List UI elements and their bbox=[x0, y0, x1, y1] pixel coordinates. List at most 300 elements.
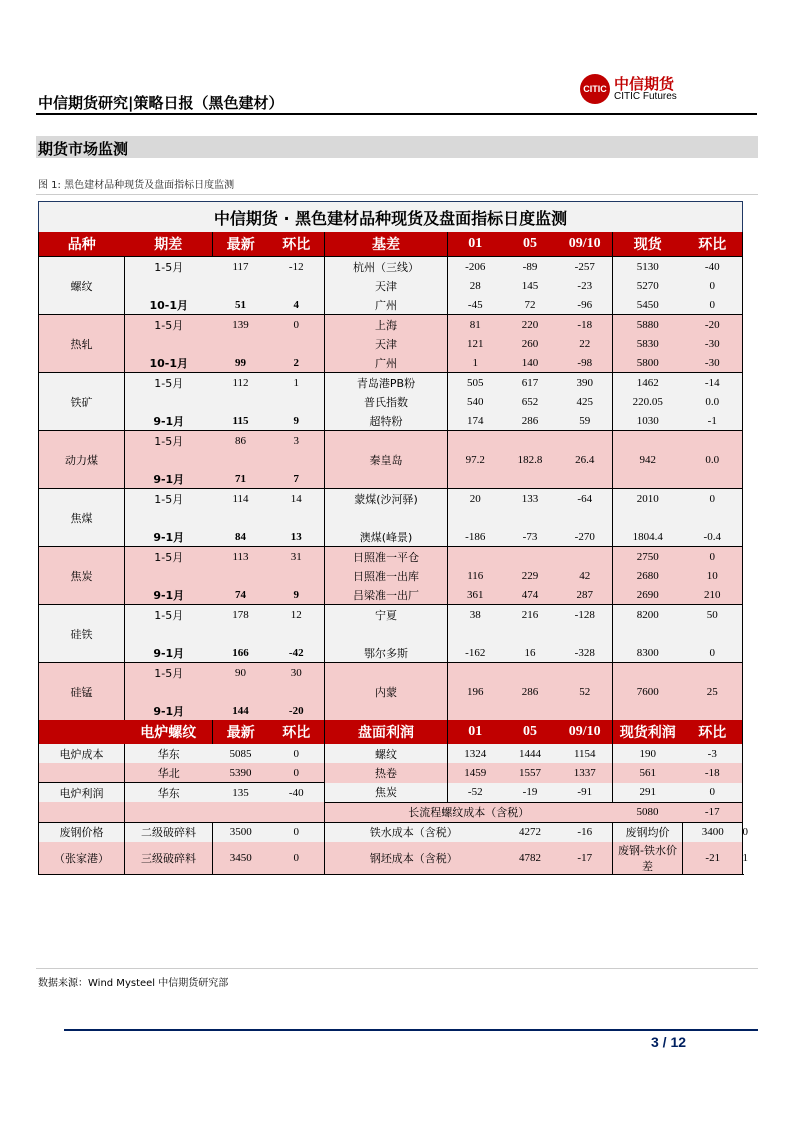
latest-value: 5390 bbox=[229, 766, 252, 779]
latest-value: 139 bbox=[213, 315, 269, 335]
table-row bbox=[39, 663, 743, 683]
spread-label: 9-1月 bbox=[153, 530, 185, 544]
basis-01: 28 bbox=[448, 276, 503, 295]
latest-value: 135 bbox=[213, 783, 269, 803]
profit-0910: 1154 bbox=[558, 744, 613, 763]
spread-label: 1-5月 bbox=[125, 489, 213, 509]
change-value: 30 bbox=[269, 663, 325, 683]
spot-price: 5800 bbox=[613, 353, 683, 373]
basis-01: 81 bbox=[448, 315, 503, 335]
spot-change: -40 bbox=[683, 257, 743, 277]
spot-profit-change: -18 bbox=[683, 763, 743, 783]
table-row: （张家港） 三级破碎料 3450 0 钢坯成本（含税） 4782 -17 废钢-铁水价差 -21 1 bbox=[39, 842, 743, 875]
spot-price: 942 bbox=[613, 431, 683, 489]
change-value bbox=[269, 392, 325, 411]
spot-price: 220.05 bbox=[613, 392, 683, 411]
profit-05: 1557 bbox=[519, 766, 541, 779]
table-row bbox=[39, 508, 743, 527]
spread-label bbox=[125, 276, 213, 295]
basis-location: 澳煤(峰景) bbox=[325, 527, 448, 547]
basis-0910 bbox=[558, 508, 613, 527]
basis-location: 日照准一平仓 bbox=[325, 547, 448, 567]
header-cell: 环比 bbox=[269, 720, 325, 744]
region: 华东 bbox=[125, 783, 213, 803]
header-cell: 01 bbox=[448, 720, 503, 744]
table-row bbox=[39, 334, 743, 353]
header-cell: 09/10 bbox=[558, 232, 613, 257]
header-cell: 环比 bbox=[683, 720, 743, 744]
change-value: 9 bbox=[269, 585, 325, 605]
spot-change: -1 bbox=[683, 411, 743, 431]
spread-label: 9-1月 bbox=[153, 646, 185, 660]
latest-value bbox=[213, 508, 269, 527]
spot-change bbox=[683, 508, 743, 527]
basis-01: 121 bbox=[448, 334, 503, 353]
basis-05: 182.8 bbox=[503, 431, 558, 489]
change-value: 12 bbox=[269, 605, 325, 625]
basis-location: 上海 bbox=[325, 315, 448, 335]
table-row bbox=[39, 295, 743, 315]
latest-value: 117 bbox=[213, 257, 269, 277]
table-row: 废钢价格 二级破碎料 3500 0 铁水成本（含税） 4272 -16 废钢均价 3400 0 bbox=[39, 822, 743, 842]
basis-location: 蒙煤(沙河驿) bbox=[325, 489, 448, 509]
change-value bbox=[269, 276, 325, 295]
basis-location: 超特粉 bbox=[325, 411, 448, 431]
product-name: 焦煤 bbox=[39, 489, 125, 547]
basis-0910: -328 bbox=[574, 646, 595, 659]
scrap-value: -21 bbox=[683, 842, 743, 875]
basis-0910: 59 bbox=[579, 414, 591, 427]
table-row bbox=[39, 566, 743, 585]
table-cell bbox=[269, 802, 325, 822]
figure-caption: 图 1: 黑色建材品种现货及盘面指标日度监测 bbox=[38, 180, 235, 191]
spread-label: 9-1月 bbox=[153, 472, 185, 486]
spread-label bbox=[125, 682, 213, 701]
basis-0910: -257 bbox=[558, 257, 613, 277]
header-cell: 盘面利润 bbox=[325, 720, 448, 744]
spread-label: 1-5月 bbox=[125, 373, 213, 393]
basis-01: 174 bbox=[448, 411, 503, 431]
latest-value: 144 bbox=[232, 704, 249, 717]
latest-value bbox=[213, 682, 269, 701]
spot-change: 0 bbox=[683, 489, 743, 509]
basis-0910: -270 bbox=[574, 530, 595, 543]
basis-05: -89 bbox=[503, 257, 558, 277]
spread-label: 9-1月 bbox=[153, 704, 185, 718]
citic-logo bbox=[580, 74, 677, 104]
cost-change: -16 bbox=[558, 822, 613, 842]
table-row bbox=[39, 276, 743, 295]
product-name: 硅锰 bbox=[39, 663, 125, 721]
spot-change: 210 bbox=[683, 585, 743, 605]
header-divider bbox=[36, 113, 757, 115]
spot-price: 2010 bbox=[613, 489, 683, 509]
cost-value: 4782 bbox=[503, 842, 558, 875]
latest-value bbox=[213, 566, 269, 585]
basis-location: 内蒙 bbox=[325, 663, 448, 721]
latest-value: 3450 bbox=[213, 842, 269, 875]
table-row bbox=[39, 489, 743, 509]
spot-profit: 190 bbox=[639, 747, 656, 760]
basis-01: 116 bbox=[448, 566, 503, 585]
spot-change: 0 bbox=[683, 295, 743, 315]
latest-value: 51 bbox=[235, 298, 246, 311]
scrap-grade: 三级破碎料 bbox=[125, 842, 213, 875]
header-cell: 品种 bbox=[39, 232, 125, 257]
table-row bbox=[39, 624, 743, 643]
basis-05: 260 bbox=[521, 337, 539, 350]
basis-0910: 287 bbox=[576, 588, 593, 601]
spot-price: 5830 bbox=[613, 334, 683, 353]
spot-change bbox=[683, 624, 743, 643]
change-value: 0 bbox=[269, 315, 325, 335]
latest-value bbox=[213, 624, 269, 643]
source-divider bbox=[36, 968, 758, 969]
spread-label: 1-5月 bbox=[125, 257, 213, 277]
spread-label: 9-1月 bbox=[153, 414, 185, 428]
basis-05 bbox=[503, 547, 558, 567]
table-header bbox=[39, 232, 743, 257]
table-row bbox=[39, 257, 743, 277]
spot-change: 25 bbox=[683, 663, 743, 721]
table-title: 中信期货 · 黑色建材品种现货及盘面指标日度监测 bbox=[39, 202, 743, 233]
long-process-label: 长流程螺纹成本（含税） bbox=[325, 802, 613, 822]
basis-05: 133 bbox=[503, 489, 558, 509]
basis-location: 鄂尔多斯 bbox=[325, 643, 448, 663]
spread-label: 1-5月 bbox=[125, 663, 213, 683]
table-row bbox=[39, 744, 743, 763]
basis-0910: 22 bbox=[579, 337, 591, 350]
spread-label: 1-5月 bbox=[125, 605, 213, 625]
basis-05: -73 bbox=[522, 530, 538, 543]
scrap-value: 3400 bbox=[683, 822, 743, 842]
page-number: 3 / 12 bbox=[651, 1034, 687, 1050]
spread-label bbox=[125, 334, 213, 353]
region: 华北 bbox=[157, 766, 180, 780]
basis-05: 229 bbox=[521, 569, 539, 582]
profit-05: -19 bbox=[522, 786, 538, 798]
basis-05: 617 bbox=[503, 373, 558, 393]
profit-item: 热卷 bbox=[325, 763, 448, 783]
basis-05: 140 bbox=[521, 356, 539, 369]
spot-change: 0 bbox=[683, 643, 743, 663]
profit-0910: -91 bbox=[558, 783, 613, 803]
latest-value: 71 bbox=[235, 472, 246, 485]
profit-01: 1324 bbox=[448, 744, 503, 763]
spot-change: -0.4 bbox=[683, 527, 743, 547]
profit-01: -52 bbox=[448, 783, 503, 803]
spot-price: 1462 bbox=[613, 373, 683, 393]
basis-0910: -64 bbox=[558, 489, 613, 509]
latest-value: 166 bbox=[232, 646, 249, 659]
profit-0910: 1337 bbox=[558, 763, 613, 783]
table-row bbox=[39, 392, 743, 411]
basis-05: 474 bbox=[521, 588, 539, 601]
change-value bbox=[269, 450, 325, 469]
basis-05: 220 bbox=[503, 315, 558, 335]
basis-0910: -18 bbox=[558, 315, 613, 335]
scrap-item: 废钢均价 bbox=[613, 822, 683, 842]
spread-label bbox=[125, 624, 213, 643]
basis-0910: 26.4 bbox=[558, 431, 613, 489]
change-value: 9 bbox=[269, 411, 325, 431]
spot-price: 5270 bbox=[613, 276, 683, 295]
spot-change: 0.0 bbox=[683, 392, 743, 411]
spot-price bbox=[613, 624, 683, 643]
basis-05: 286 bbox=[503, 663, 558, 721]
header-cell: 09/10 bbox=[558, 720, 613, 744]
latest-value: 113 bbox=[213, 547, 269, 567]
spread-label: 1-5月 bbox=[125, 547, 213, 567]
change-value: -20 bbox=[269, 701, 325, 720]
spot-price: 8200 bbox=[613, 605, 683, 625]
table-row bbox=[39, 353, 743, 373]
spot-profit-change: -3 bbox=[683, 744, 743, 763]
monitor-table bbox=[38, 201, 749, 875]
latest-value: 74 bbox=[235, 588, 246, 601]
cost-label: 铁水成本（含税） bbox=[325, 822, 503, 842]
spot-change: -30 bbox=[683, 353, 743, 373]
latest-value: 114 bbox=[213, 489, 269, 509]
report-title: 中信期货研究|策略日报（黑色建材） bbox=[38, 94, 284, 112]
region: 华东 bbox=[157, 747, 180, 761]
basis-01: -45 bbox=[448, 295, 503, 315]
spot-profit: 291 bbox=[639, 786, 656, 798]
spread-label bbox=[125, 392, 213, 411]
latest-value bbox=[213, 392, 269, 411]
basis-location: 吕梁准一出厂 bbox=[325, 585, 448, 605]
spot-change: 10 bbox=[683, 566, 743, 585]
spot-change: -30 bbox=[683, 334, 743, 353]
basis-05: 286 bbox=[521, 414, 539, 427]
data-source: 数据来源：Wind Mysteel 中信期货研究部 bbox=[38, 978, 229, 989]
basis-0910: -23 bbox=[577, 279, 593, 292]
header-cell: 基差 bbox=[325, 232, 448, 257]
basis-0910 bbox=[558, 624, 613, 643]
basis-01 bbox=[448, 547, 503, 567]
table-row bbox=[39, 763, 743, 783]
spot-change: 50 bbox=[683, 605, 743, 625]
basis-0910: 52 bbox=[558, 663, 613, 721]
table-cell bbox=[213, 802, 269, 822]
scrap-item: 废钢-铁水价差 bbox=[613, 842, 683, 875]
product-name: 螺纹 bbox=[39, 257, 125, 315]
basis-05: 72 bbox=[524, 298, 536, 311]
basis-0910 bbox=[558, 547, 613, 567]
change-value bbox=[269, 508, 325, 527]
basis-location bbox=[325, 508, 448, 527]
spot-change: -14 bbox=[683, 373, 743, 393]
spot-price: 2680 bbox=[613, 566, 683, 585]
basis-01: 38 bbox=[448, 605, 503, 625]
basis-location: 宁夏 bbox=[325, 605, 448, 625]
latest-value: 112 bbox=[213, 373, 269, 393]
spot-change: 0 bbox=[683, 547, 743, 567]
spread-label: 9-1月 bbox=[153, 588, 185, 602]
spread-label bbox=[125, 566, 213, 585]
latest-value bbox=[213, 450, 269, 469]
spread-label bbox=[125, 450, 213, 469]
change-value: -40 bbox=[269, 783, 325, 803]
change-value: 13 bbox=[269, 527, 325, 547]
spread-label: 1-5月 bbox=[125, 431, 213, 451]
long-process-change: -17 bbox=[683, 802, 743, 822]
spot-price: 1030 bbox=[613, 411, 683, 431]
basis-01: 540 bbox=[448, 392, 503, 411]
header-cell: 05 bbox=[503, 232, 558, 257]
spread-label bbox=[125, 508, 213, 527]
product-name: 硅铁 bbox=[39, 605, 125, 663]
basis-05: 216 bbox=[503, 605, 558, 625]
basis-0910: 42 bbox=[579, 569, 591, 582]
basis-01 bbox=[448, 624, 503, 643]
row-label: 电炉成本 bbox=[39, 744, 125, 763]
table-row bbox=[39, 802, 743, 822]
spot-change: 0 bbox=[683, 276, 743, 295]
spread-label: 10-1月 bbox=[149, 298, 189, 312]
profit-05: 1444 bbox=[519, 747, 541, 760]
basis-01: -162 bbox=[448, 643, 503, 663]
header-cell: 最新 bbox=[213, 232, 269, 257]
logo-en: CITIC Futures bbox=[614, 90, 677, 102]
change-value: 0 bbox=[269, 842, 325, 875]
basis-01: 361 bbox=[448, 585, 503, 605]
cost-label: 钢坯成本（含税） bbox=[325, 842, 503, 875]
latest-value: 84 bbox=[235, 530, 246, 543]
basis-0910: 390 bbox=[558, 373, 613, 393]
change-value: 3 bbox=[269, 431, 325, 451]
latest-value bbox=[213, 276, 269, 295]
change-value bbox=[269, 334, 325, 353]
logo-cn: 中信期货 bbox=[614, 74, 675, 93]
basis-0910: 425 bbox=[576, 395, 593, 408]
long-process-value: 5080 bbox=[613, 802, 683, 822]
profit-item: 螺纹 bbox=[325, 744, 448, 763]
spot-price: 7600 bbox=[613, 663, 683, 721]
basis-0910: -98 bbox=[577, 356, 593, 369]
change-value: 2 bbox=[269, 353, 325, 373]
basis-01: -186 bbox=[448, 527, 503, 547]
row-label: 废钢价格 bbox=[39, 822, 125, 842]
change-value: 0 bbox=[269, 744, 325, 763]
spot-price: 1804.4 bbox=[613, 527, 683, 547]
table-row bbox=[39, 783, 743, 803]
table-row bbox=[39, 373, 743, 393]
spread-label: 10-1月 bbox=[149, 356, 189, 370]
table-row bbox=[39, 547, 743, 567]
basis-01: -206 bbox=[448, 257, 503, 277]
spot-price: 2750 bbox=[613, 547, 683, 567]
header-cell: 期差 bbox=[125, 232, 213, 257]
basis-location: 广州 bbox=[325, 295, 448, 315]
table-row bbox=[39, 431, 743, 451]
spot-price: 5450 bbox=[613, 295, 683, 315]
header-cell: 环比 bbox=[683, 232, 743, 257]
spot-change: -20 bbox=[683, 315, 743, 335]
spot-price: 5130 bbox=[613, 257, 683, 277]
header-cell: 05 bbox=[503, 720, 558, 744]
basis-01 bbox=[448, 508, 503, 527]
row-label bbox=[39, 802, 125, 822]
spot-price: 8300 bbox=[613, 643, 683, 663]
caption-divider bbox=[36, 194, 758, 195]
basis-01: 20 bbox=[448, 489, 503, 509]
table-row bbox=[39, 411, 743, 431]
basis-01: 97.2 bbox=[448, 431, 503, 489]
latest-value: 99 bbox=[235, 356, 246, 369]
latest-value: 178 bbox=[213, 605, 269, 625]
profit-item: 焦炭 bbox=[325, 783, 448, 803]
basis-location: 普氏指数 bbox=[325, 392, 448, 411]
product-name: 动力煤 bbox=[39, 431, 125, 489]
footer-divider bbox=[64, 1029, 758, 1031]
header-cell: 环比 bbox=[269, 232, 325, 257]
profit-01: 1459 bbox=[448, 763, 503, 783]
basis-location: 杭州（三线） bbox=[325, 257, 448, 277]
header-cell: 现货利润 bbox=[613, 720, 683, 744]
section-heading: 期货市场监测 bbox=[36, 136, 758, 158]
change-value: 0 bbox=[269, 822, 325, 842]
table-header-2 bbox=[39, 720, 743, 744]
change-value: 14 bbox=[269, 489, 325, 509]
header-cell: 01 bbox=[448, 232, 503, 257]
spot-price: 2690 bbox=[613, 585, 683, 605]
row-label bbox=[39, 763, 125, 783]
latest-value: 3500 bbox=[213, 822, 269, 842]
latest-value: 5085 bbox=[229, 747, 252, 760]
latest-value bbox=[213, 334, 269, 353]
basis-0910: -128 bbox=[558, 605, 613, 625]
basis-05 bbox=[503, 624, 558, 643]
basis-location bbox=[325, 624, 448, 643]
change-value: 7 bbox=[269, 469, 325, 489]
header-cell: 电炉螺纹 bbox=[125, 720, 213, 744]
table-row bbox=[39, 605, 743, 625]
table-row bbox=[39, 643, 743, 663]
basis-location: 日照准一出库 bbox=[325, 566, 448, 585]
basis-location: 广州 bbox=[325, 353, 448, 373]
basis-05: 16 bbox=[524, 646, 536, 659]
change-value: -42 bbox=[269, 643, 325, 663]
header-cell: 最新 bbox=[213, 720, 269, 744]
spot-price: 5880 bbox=[613, 315, 683, 335]
latest-value: 90 bbox=[213, 663, 269, 683]
table-row bbox=[39, 315, 743, 335]
spot-price bbox=[613, 508, 683, 527]
product-name: 热轧 bbox=[39, 315, 125, 373]
cost-value: 4272 bbox=[503, 822, 558, 842]
basis-location: 秦皇岛 bbox=[325, 431, 448, 489]
cost-change: -17 bbox=[558, 842, 613, 875]
basis-05: 145 bbox=[521, 279, 539, 292]
basis-05 bbox=[503, 508, 558, 527]
spread-label: 1-5月 bbox=[125, 315, 213, 335]
row-label: （张家港） bbox=[39, 842, 125, 875]
header-cell: 现货 bbox=[613, 232, 683, 257]
header-cell bbox=[39, 720, 125, 744]
basis-location: 青岛港PB粉 bbox=[325, 373, 448, 393]
change-value bbox=[269, 624, 325, 643]
change-value: -12 bbox=[269, 257, 325, 277]
latest-value: 115 bbox=[232, 414, 249, 427]
spot-profit: 561 bbox=[639, 766, 656, 779]
scrap-grade: 二级破碎料 bbox=[125, 822, 213, 842]
basis-0910: -96 bbox=[577, 298, 593, 311]
basis-location: 天津 bbox=[325, 276, 448, 295]
product-name: 焦炭 bbox=[39, 547, 125, 605]
change-value bbox=[269, 566, 325, 585]
basis-01: 505 bbox=[448, 373, 503, 393]
